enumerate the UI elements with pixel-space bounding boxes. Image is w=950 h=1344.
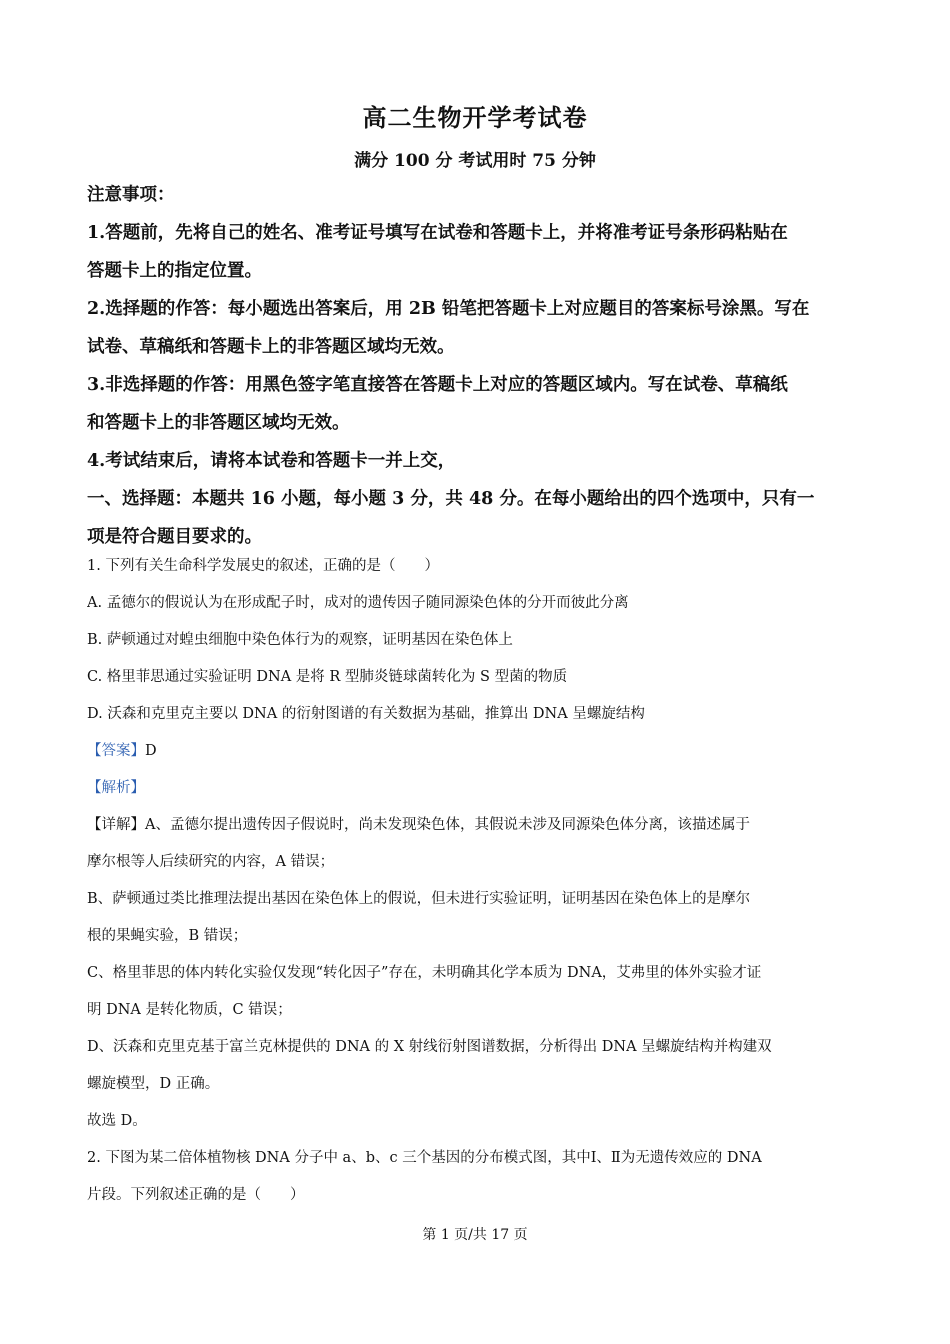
section-heading-line-1: 一、选择题：本题共 16 小题，每小题 3 分，共 48 分。在每小题给出的四个选项中，只有一: [87, 489, 815, 509]
q1-detail-line-4: 根的果蝇实验，B 错误；: [87, 928, 248, 944]
answer-value: D: [145, 743, 157, 759]
q1-detail-line-3: B、萨顿通过类比推理法提出基因在染色体上的假说，但未进行实验证明，证明基因在染色体上的是摩尔: [87, 891, 751, 907]
q1-detail-line-1: 【详解】A、孟德尔提出遗传因子假说时，尚未发现染色体，其假说未涉及同源染色体分离，该描述属于: [87, 817, 750, 833]
q1-stem: 1. 下列有关生命科学发展史的叙述，正确的是（ ）: [87, 558, 439, 574]
q1-option-a: A. 孟德尔的假说认为在形成配子时，成对的遗传因子随同源染色体的分开而彼此分离: [87, 595, 629, 611]
page-number: 第 1 页/共 17 页: [422, 1227, 528, 1243]
notice-item-3-line-2: 和答题卡上的非答题区域均无效。: [87, 413, 350, 433]
q2-stem-line-2: 片段。下列叙述正确的是（ ）: [87, 1187, 305, 1203]
page-title: 高二生物开学考试卷: [362, 103, 588, 132]
q1-detail-line-6: 明 DNA 是转化物质，C 错误；: [87, 1002, 292, 1018]
notice-item-3-line-1: 3.非选择题的作答：用黑色签字笔直接答在答题卡上对应的答题区域内。写在试卷、草稿纸: [87, 375, 788, 395]
q1-detail-line-5: C、格里菲思的体内转化实验仅发现“转化因子”存在，未明确其化学本质为 DNA，艾弗里的体外实验才证: [87, 965, 762, 981]
q2-stem-line-1: 2. 下图为某二倍体植物核 DNA 分子中 a、b、c 三个基因的分布模式图，其中Ⅰ、Ⅱ为无遗传效应的 DNA: [87, 1150, 762, 1166]
notice-item-2-line-2: 试卷、草稿纸和答题卡上的非答题区域均无效。: [87, 337, 455, 357]
section-heading-line-2: 项是符合题目要求的。: [87, 527, 262, 547]
q1-detail-line-7: D、沃森和克里克基于富兰克林提供的 DNA 的 X 射线衍射图谱数据，分析得出 DNA 呈螺旋结构并构建双: [87, 1039, 772, 1055]
q1-analysis: [87, 770, 867, 807]
q1-option-d: D. 沃森和克里克主要以 DNA 的衍射图谱的有关数据为基础，推算出 DNA 呈螺旋结构: [87, 706, 645, 722]
notice-item-1-line-2: 答题卡上的指定位置。: [87, 261, 262, 281]
notice-item-2-line-1: 2.选择题的作答：每小题选出答案后，用 2B 铅笔把答题卡上对应题目的答案标号涂黑。写在: [87, 299, 810, 319]
q1-option-b: B. 萨顿通过对蝗虫细胞中染色体行为的观察，证明基因在染色体上: [87, 632, 513, 648]
answer-tag: 【答案】: [87, 743, 145, 759]
notice-item-1-line-1: 1.答题前，先将自己的姓名、准考证号填写在试卷和答题卡上，并将准考证号条形码粘贴在: [87, 223, 788, 243]
notice-heading: 注意事项：: [87, 185, 175, 205]
notice-section: [87, 176, 867, 556]
q1-option-c: C. 格里菲思通过实验证明 DNA 是将 R 型肺炎链球菌转化为 S 型菌的物质: [87, 669, 568, 685]
analysis-tag: 【解析】: [87, 780, 145, 796]
question-1: [87, 548, 867, 1214]
exam-subtitle: 满分 100 分 考试用时 75 分钟: [354, 151, 596, 171]
q1-conclusion: 故选 D。: [87, 1113, 147, 1129]
notice-item-4-line-1: 4.考试结束后，请将本试卷和答题卡一并上交，: [87, 451, 456, 471]
q1-detail-line-8: 螺旋模型，D 正确。: [87, 1076, 220, 1092]
q1-answer: [87, 733, 867, 770]
q1-detail-line-2: 摩尔根等人后续研究的内容，A 错误；: [87, 854, 335, 870]
